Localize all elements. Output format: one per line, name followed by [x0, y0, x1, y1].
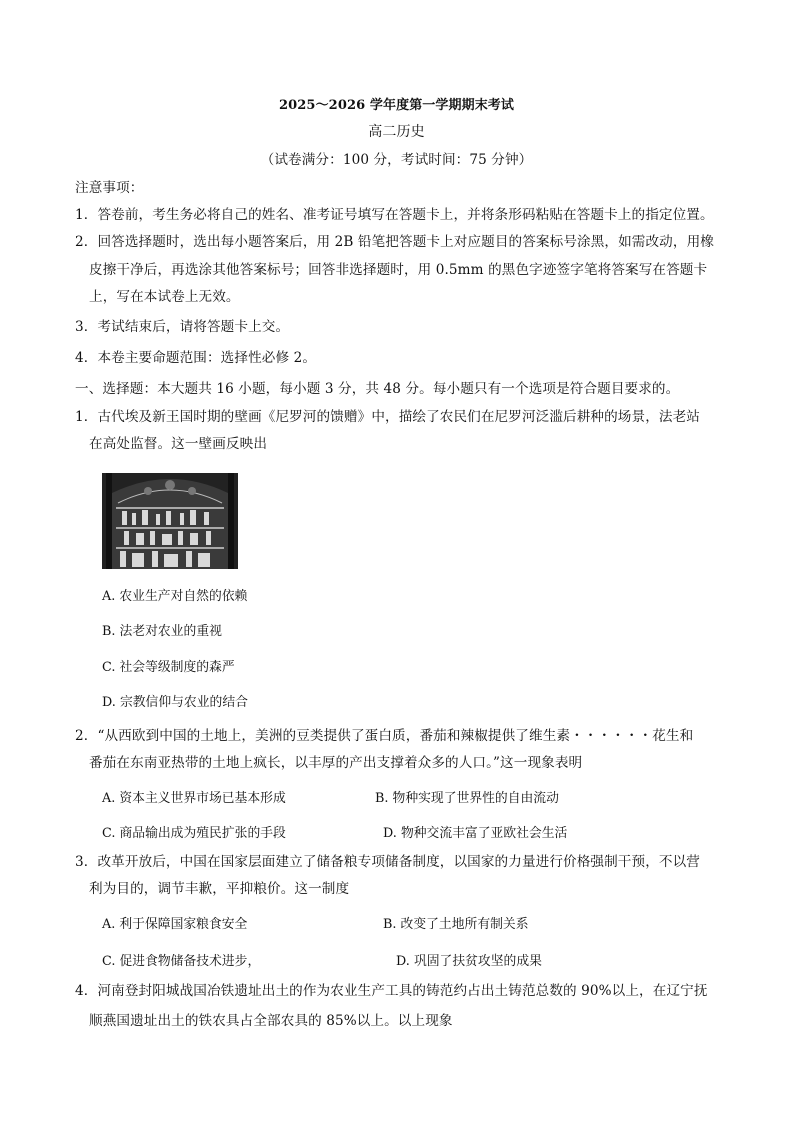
question-2-stem-line-1: 2．“从西欧到中国的土地上，美洲的豆类提供了蛋白质，番茄和辣椒提供了维生素・・・・・・花生和: [75, 728, 694, 744]
notice-item-1: 1．答卷前，考生务必将自己的姓名、准考证号填写在答题卡上，并将条形码粘贴在答题卡上的指定位置。: [75, 207, 714, 223]
exam-title: 2025～2026 学年度第一学期期末考试: [279, 98, 514, 113]
notice-item-2-line-2: 皮擦干净后，再选涂其他答案标号；回答非选择题时，用 0.5mm 的黑色字迹签字笔将答案写在答题卡: [89, 262, 708, 278]
question-2-option-b: B. 物种实现了世界性的自由流动: [375, 791, 559, 806]
mural-image: [102, 473, 238, 569]
question-2-option-a: A. 资本主义世界市场已基本形成: [102, 791, 286, 806]
question-1-option-c: C. 社会等级制度的森严: [102, 660, 235, 675]
mural-illustration: [102, 473, 238, 569]
question-1-option-a: A. 农业生产对自然的依赖: [102, 589, 248, 604]
notice-item-3: 3．考试结束后，请将答题卡上交。: [75, 319, 290, 335]
question-3-option-b: B. 改变了土地所有制关系: [383, 917, 529, 932]
question-1-stem-line-2: 在高处监督。这一壁画反映出: [89, 436, 268, 452]
question-3-option-d: D. 巩固了扶贫攻坚的成果: [396, 954, 542, 969]
question-4-stem-line-2: 顺燕国遗址出土的铁农具占全部农具的 85%以上。以上现象: [89, 1013, 453, 1029]
section-heading: 一、选择题：本大题共 16 小题，每小题 3 分，共 48 分。每小题只有一个选项是符合题目要求的。: [75, 381, 680, 397]
question-1-stem-line-1: 1．古代埃及新王国时期的壁画《尼罗河的馈赠》中，描绘了农民们在尼罗河泛滥后耕种的场景，法老站: [75, 409, 700, 425]
question-3-stem-line-1: 3．改革开放后，中国在国家层面建立了储备粮专项储备制度，以国家的力量进行价格强制干预，不以营: [75, 854, 700, 870]
notice-item-2-line-1: 2．回答选择题时，选出每小题答案后，用 2B 铅笔把答题卡上对应题目的答案标号涂黑，如需改动，用橡: [75, 234, 714, 250]
question-2-option-c: C. 商品输出成为殖民扩张的手段: [102, 826, 286, 841]
question-3-option-c: C. 促进食物储备技术进步，: [102, 954, 261, 969]
question-1-option-d: D. 宗教信仰与农业的结合: [102, 695, 248, 710]
notice-item-2-line-3: 上，写在本试卷上无效。: [89, 289, 240, 305]
question-2-option-d: D. 物种交流丰富了亚欧社会生活: [383, 826, 568, 841]
exam-info: （试卷满分：100 分，考试时间：75 分钟）: [260, 152, 533, 168]
question-2-stem-line-2: 番茄在东南亚热带的土地上疯长，以丰厚的产出支撑着众多的人口。”这一现象表明: [89, 755, 583, 771]
exam-subject: 高二历史: [368, 124, 425, 140]
question-1-option-b: B. 法老对农业的重视: [102, 624, 222, 639]
notice-item-4: 4．本卷主要命题范围：选择性必修 2。: [75, 350, 317, 366]
question-4-stem-line-1: 4．河南登封阳城战国冶铁遗址出土的作为农业生产工具的铸范约占出土铸范总数的 90%以上，在辽宁抚: [75, 983, 708, 999]
notice-heading: 注意事项：: [75, 180, 144, 196]
question-3-option-a: A. 利于保障国家粮食安全: [102, 917, 248, 932]
question-3-stem-line-2: 利为目的，调节丰歉，平抑粮价。这一制度: [89, 881, 350, 897]
